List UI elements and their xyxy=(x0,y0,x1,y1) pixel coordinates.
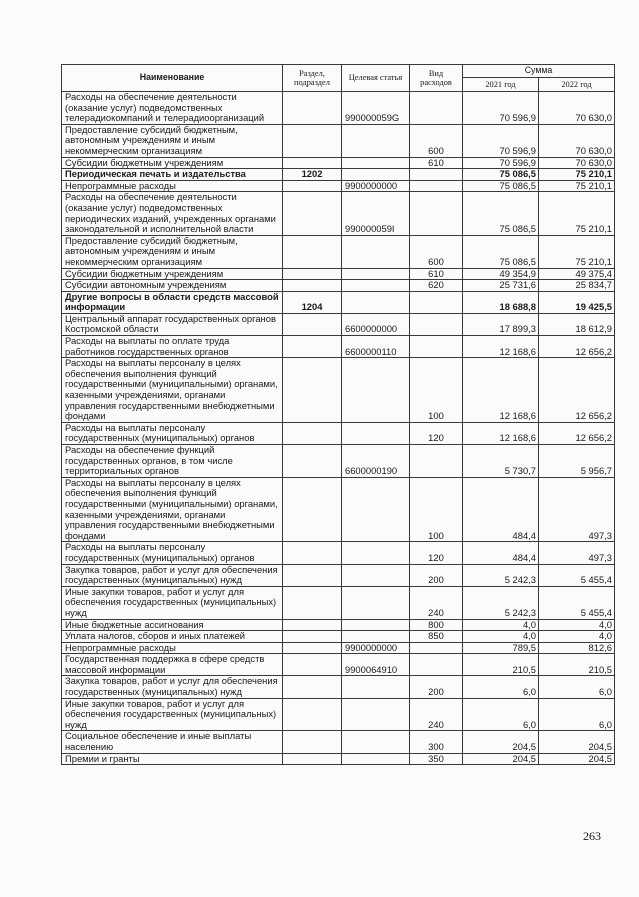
cell-sum-2021: 210,5 xyxy=(463,654,539,676)
table-row xyxy=(62,631,615,643)
table-row xyxy=(62,157,615,169)
cell-name: Расходы на выплаты персоналу государственных (муниципальных) органов xyxy=(62,542,283,564)
table-header xyxy=(62,65,615,92)
cell-target: 990000059I xyxy=(342,192,410,235)
cell-razdel xyxy=(283,631,342,643)
cell-vid: 120 xyxy=(410,422,463,444)
cell-target xyxy=(342,698,410,731)
cell-name: Непрограммные расходы xyxy=(62,180,283,192)
cell-name: Предоставление субсидий бюджетным, автономным учреждениям и иным некоммерческим организациям xyxy=(62,124,283,157)
cell-name: Субсидии бюджетным учреждениям xyxy=(62,268,283,280)
cell-razdel: 1202 xyxy=(283,169,342,181)
header-vid: Вид расходов xyxy=(410,65,463,92)
cell-sum-2021: 5 730,7 xyxy=(463,445,539,478)
cell-name: Субсидии бюджетным учреждениям xyxy=(62,157,283,169)
cell-name: Расходы на обеспечение деятельности (оказание услуг) подведомственных периодических изданий, учрежденных органами законодательной и исполнительной власти xyxy=(62,192,283,235)
cell-vid xyxy=(410,192,463,235)
header-razdel: Раздел, подраздел xyxy=(283,65,342,92)
table-row xyxy=(62,235,615,268)
cell-target xyxy=(342,631,410,643)
cell-razdel xyxy=(283,731,342,753)
table-row xyxy=(62,619,615,631)
cell-razdel xyxy=(283,268,342,280)
cell-target xyxy=(342,157,410,169)
cell-sum-2021: 75 086,5 xyxy=(463,169,539,181)
cell-razdel xyxy=(283,676,342,698)
cell-sum-2022: 75 210,1 xyxy=(539,169,615,181)
cell-sum-2021: 12 168,6 xyxy=(463,422,539,444)
cell-sum-2022: 49 375,4 xyxy=(539,268,615,280)
cell-name: Центральный аппарат государственных органов Костромской области xyxy=(62,313,283,335)
table-row xyxy=(62,642,615,654)
cell-vid: 100 xyxy=(410,477,463,542)
cell-name: Закупка товаров, работ и услуг для обеспечения государственных (муниципальных) нужд xyxy=(62,676,283,698)
cell-name: Расходы на обеспечение функций государственных органов, в том числе территориальных органов xyxy=(62,445,283,478)
cell-name: Расходы на выплаты персоналу государственных (муниципальных) органов xyxy=(62,422,283,444)
cell-sum-2021: 789,5 xyxy=(463,642,539,654)
cell-sum-2022: 75 210,1 xyxy=(539,235,615,268)
cell-sum-2021: 70 596,9 xyxy=(463,124,539,157)
cell-name: Иные закупки товаров, работ и услуг для обеспечения государственных (муниципальных) нужд xyxy=(62,698,283,731)
table-row xyxy=(62,358,615,423)
table-row xyxy=(62,313,615,335)
table-row xyxy=(62,753,615,765)
cell-target: 9900000000 xyxy=(342,642,410,654)
cell-sum-2022: 12 656,2 xyxy=(539,358,615,423)
cell-razdel xyxy=(283,654,342,676)
cell-sum-2022: 18 612,9 xyxy=(539,313,615,335)
cell-vid: 120 xyxy=(410,542,463,564)
table-body xyxy=(62,92,615,765)
cell-target xyxy=(342,586,410,619)
cell-vid xyxy=(410,642,463,654)
cell-target xyxy=(342,731,410,753)
cell-sum-2022: 5 455,4 xyxy=(539,564,615,586)
table-row xyxy=(62,92,615,125)
cell-target xyxy=(342,291,410,313)
cell-sum-2021: 70 596,9 xyxy=(463,92,539,125)
cell-target xyxy=(342,268,410,280)
cell-sum-2021: 12 168,6 xyxy=(463,336,539,358)
cell-sum-2021: 204,5 xyxy=(463,753,539,765)
cell-sum-2022: 497,3 xyxy=(539,477,615,542)
cell-vid xyxy=(410,291,463,313)
cell-vid: 850 xyxy=(410,631,463,643)
cell-name: Иные закупки товаров, работ и услуг для обеспечения государственных (муниципальных) нужд xyxy=(62,586,283,619)
cell-sum-2022: 75 210,1 xyxy=(539,180,615,192)
cell-vid xyxy=(410,313,463,335)
cell-name: Расходы на выплаты персоналу в целях обеспечения выполнения функций государственными (муниципальными) органами, казенными учреждениями, органами управления государственными внебюджетными фондами xyxy=(62,477,283,542)
cell-sum-2022: 4,0 xyxy=(539,631,615,643)
table-row xyxy=(62,291,615,313)
table-row xyxy=(62,180,615,192)
cell-razdel xyxy=(283,619,342,631)
cell-sum-2022: 204,5 xyxy=(539,731,615,753)
cell-razdel xyxy=(283,445,342,478)
cell-sum-2021: 25 731,6 xyxy=(463,280,539,292)
cell-vid: 610 xyxy=(410,268,463,280)
cell-name: Расходы на выплаты персоналу в целях обеспечения выполнения функций государственными (муниципальными) органами, казенными учреждениями, органами управления государственными внебюджетными фондами xyxy=(62,358,283,423)
cell-sum-2022: 19 425,5 xyxy=(539,291,615,313)
cell-sum-2021: 18 688,8 xyxy=(463,291,539,313)
cell-razdel xyxy=(283,124,342,157)
cell-name: Субсидии автономным учреждениям xyxy=(62,280,283,292)
cell-sum-2021: 4,0 xyxy=(463,619,539,631)
cell-sum-2021: 5 242,3 xyxy=(463,564,539,586)
cell-name: Другие вопросы в области средств массовой информации xyxy=(62,291,283,313)
header-year-2022: 2022 год xyxy=(539,77,615,91)
header-name: Наименование xyxy=(62,65,283,92)
cell-name: Непрограммные расходы xyxy=(62,642,283,654)
cell-vid: 100 xyxy=(410,358,463,423)
cell-sum-2022: 812,6 xyxy=(539,642,615,654)
cell-sum-2021: 204,5 xyxy=(463,731,539,753)
cell-target: 6600000110 xyxy=(342,336,410,358)
cell-sum-2021: 49 354,9 xyxy=(463,268,539,280)
page-number: 263 xyxy=(583,829,601,843)
cell-target xyxy=(342,422,410,444)
table-row xyxy=(62,542,615,564)
cell-name: Периодическая печать и издательства xyxy=(62,169,283,181)
header-sum: Сумма xyxy=(463,65,615,78)
cell-vid: 240 xyxy=(410,586,463,619)
cell-vid: 200 xyxy=(410,676,463,698)
header-target: Целевая статья xyxy=(342,65,410,92)
cell-sum-2021: 12 168,6 xyxy=(463,358,539,423)
cell-razdel xyxy=(283,358,342,423)
header-year-2021: 2021 год xyxy=(463,77,539,91)
cell-razdel xyxy=(283,698,342,731)
table-row xyxy=(62,586,615,619)
cell-sum-2022: 25 834,7 xyxy=(539,280,615,292)
table-row xyxy=(62,731,615,753)
cell-razdel xyxy=(283,157,342,169)
cell-target xyxy=(342,564,410,586)
cell-vid: 200 xyxy=(410,564,463,586)
cell-sum-2022: 70 630,0 xyxy=(539,92,615,125)
table-row xyxy=(62,268,615,280)
cell-sum-2022: 5 956,7 xyxy=(539,445,615,478)
table-row xyxy=(62,280,615,292)
cell-target: 990000059G xyxy=(342,92,410,125)
cell-target: 9900000000 xyxy=(342,180,410,192)
cell-target xyxy=(342,477,410,542)
cell-target xyxy=(342,542,410,564)
cell-vid: 610 xyxy=(410,157,463,169)
cell-name: Расходы на обеспечение деятельности (оказание услуг) подведомственных телерадиокомпаний и телерадиоорганизаций xyxy=(62,92,283,125)
cell-razdel xyxy=(283,564,342,586)
cell-target xyxy=(342,235,410,268)
table-row xyxy=(62,422,615,444)
cell-vid: 240 xyxy=(410,698,463,731)
cell-name: Иные бюджетные ассигнования xyxy=(62,619,283,631)
cell-vid: 350 xyxy=(410,753,463,765)
cell-vid: 300 xyxy=(410,731,463,753)
cell-target xyxy=(342,676,410,698)
cell-sum-2021: 75 086,5 xyxy=(463,192,539,235)
cell-razdel xyxy=(283,313,342,335)
cell-sum-2021: 70 596,9 xyxy=(463,157,539,169)
budget-table-page xyxy=(61,64,614,765)
cell-razdel xyxy=(283,235,342,268)
cell-sum-2022: 6,0 xyxy=(539,698,615,731)
cell-sum-2021: 4,0 xyxy=(463,631,539,643)
cell-target: 6600000190 xyxy=(342,445,410,478)
cell-name: Закупка товаров, работ и услуг для обеспечения государственных (муниципальных) нужд xyxy=(62,564,283,586)
table-row xyxy=(62,445,615,478)
cell-sum-2022: 12 656,2 xyxy=(539,422,615,444)
cell-sum-2021: 75 086,5 xyxy=(463,235,539,268)
cell-sum-2021: 5 242,3 xyxy=(463,586,539,619)
table-row xyxy=(62,654,615,676)
cell-sum-2021: 484,4 xyxy=(463,477,539,542)
cell-razdel xyxy=(283,192,342,235)
cell-sum-2021: 17 899,3 xyxy=(463,313,539,335)
cell-sum-2022: 75 210,1 xyxy=(539,192,615,235)
cell-vid xyxy=(410,445,463,478)
cell-sum-2021: 484,4 xyxy=(463,542,539,564)
cell-target xyxy=(342,619,410,631)
cell-razdel xyxy=(283,477,342,542)
cell-target xyxy=(342,124,410,157)
cell-sum-2022: 497,3 xyxy=(539,542,615,564)
cell-vid: 800 xyxy=(410,619,463,631)
cell-target xyxy=(342,169,410,181)
cell-razdel xyxy=(283,180,342,192)
cell-target xyxy=(342,280,410,292)
table-row xyxy=(62,564,615,586)
cell-name: Социальное обеспечение и иные выплаты населению xyxy=(62,731,283,753)
cell-sum-2022: 204,5 xyxy=(539,753,615,765)
table-row xyxy=(62,192,615,235)
cell-target: 9900064910 xyxy=(342,654,410,676)
cell-vid: 600 xyxy=(410,124,463,157)
cell-sum-2022: 210,5 xyxy=(539,654,615,676)
cell-razdel: 1204 xyxy=(283,291,342,313)
cell-sum-2022: 70 630,0 xyxy=(539,157,615,169)
cell-sum-2022: 70 630,0 xyxy=(539,124,615,157)
cell-name: Премии и гранты xyxy=(62,753,283,765)
cell-target: 6600000000 xyxy=(342,313,410,335)
cell-sum-2021: 6,0 xyxy=(463,676,539,698)
cell-razdel xyxy=(283,336,342,358)
cell-razdel xyxy=(283,586,342,619)
cell-sum-2022: 4,0 xyxy=(539,619,615,631)
cell-vid xyxy=(410,336,463,358)
cell-sum-2022: 5 455,4 xyxy=(539,586,615,619)
cell-sum-2021: 6,0 xyxy=(463,698,539,731)
cell-sum-2022: 12 656,2 xyxy=(539,336,615,358)
cell-vid xyxy=(410,92,463,125)
cell-razdel xyxy=(283,280,342,292)
cell-name: Уплата налогов, сборов и иных платежей xyxy=(62,631,283,643)
cell-vid: 600 xyxy=(410,235,463,268)
cell-razdel xyxy=(283,542,342,564)
cell-target xyxy=(342,753,410,765)
cell-vid xyxy=(410,654,463,676)
table-row xyxy=(62,169,615,181)
cell-name: Расходы на выплаты по оплате труда работников государственных органов xyxy=(62,336,283,358)
table-row xyxy=(62,698,615,731)
table-row xyxy=(62,477,615,542)
cell-sum-2021: 75 086,5 xyxy=(463,180,539,192)
cell-razdel xyxy=(283,642,342,654)
table-row xyxy=(62,124,615,157)
cell-vid: 620 xyxy=(410,280,463,292)
cell-vid xyxy=(410,169,463,181)
cell-razdel xyxy=(283,753,342,765)
cell-razdel xyxy=(283,92,342,125)
cell-razdel xyxy=(283,422,342,444)
cell-target xyxy=(342,358,410,423)
cell-vid xyxy=(410,180,463,192)
table-row xyxy=(62,336,615,358)
cell-name: Государственная поддержка в сфере средств массовой информации xyxy=(62,654,283,676)
cell-name: Предоставление субсидий бюджетным, автономным учреждениям и иным некоммерческим организациям xyxy=(62,235,283,268)
budget-table xyxy=(61,64,615,765)
table-row xyxy=(62,676,615,698)
cell-sum-2022: 6,0 xyxy=(539,676,615,698)
